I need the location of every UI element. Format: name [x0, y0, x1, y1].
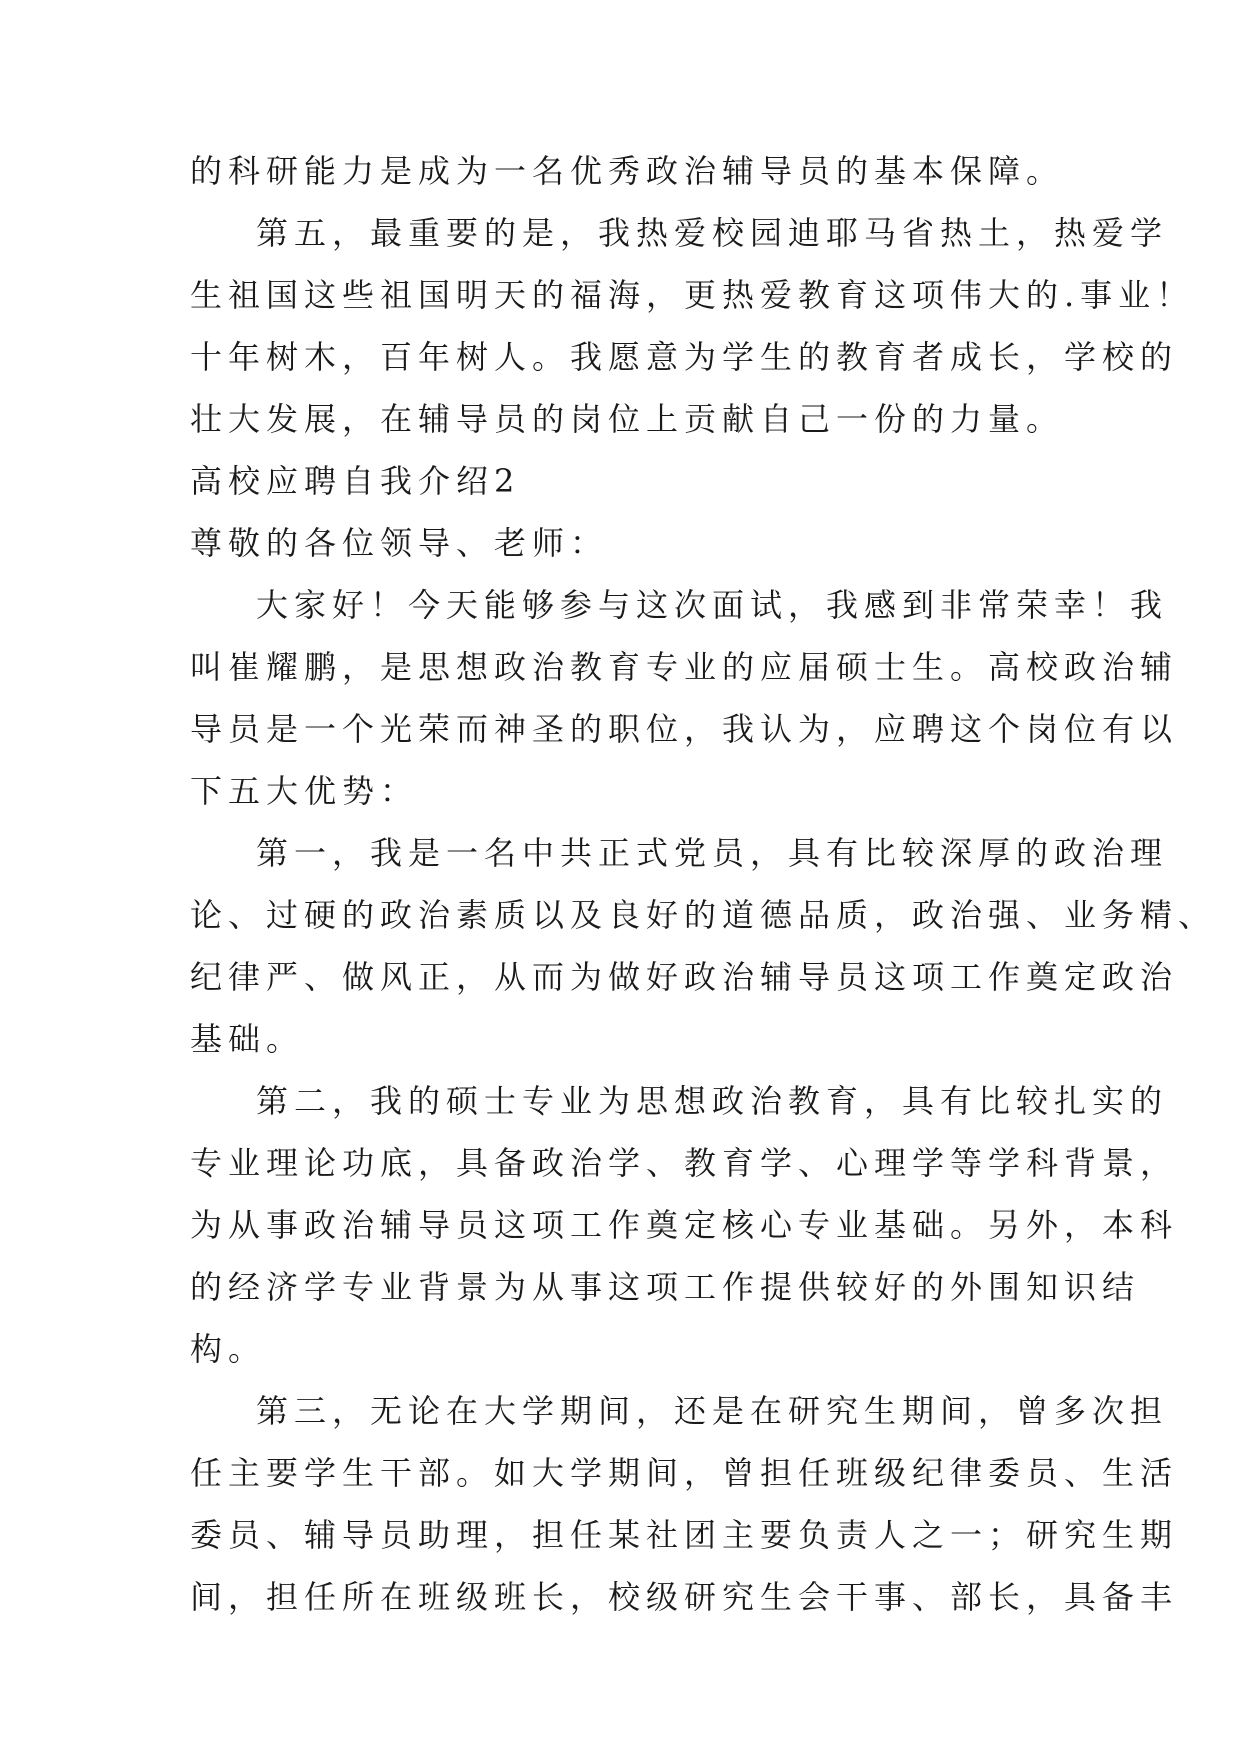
- text-line: 大家好！今天能够参与这次面试，我感到非常荣幸！我: [256, 586, 1169, 624]
- text-line: 纪律严、做风正，从而为做好政治辅导员这项工作奠定政治: [190, 958, 1179, 996]
- text-line: 生祖国这些祖国明天的福海，更热爱教育这项伟大的.事业！: [190, 276, 1195, 314]
- section-heading: 高校应聘自我介绍2: [190, 462, 521, 500]
- salutation: 尊敬的各位领导、老师：: [190, 524, 609, 562]
- text-line: 叫崔耀鹏，是思想政治教育专业的应届硕士生。高校政治辅: [190, 648, 1179, 686]
- text-line: 第二，我的硕士专业为思想政治教育，具有比较扎实的: [256, 1082, 1169, 1120]
- text-line: 的经济学专业背景为从事这项工作提供较好的外围知识结: [190, 1268, 1141, 1306]
- text-line: 第五，最重要的是，我热爱校园迪耶马省热土，热爱学: [256, 214, 1169, 252]
- document-body: [190, 140, 1217, 1628]
- text-line: 为从事政治辅导员这项工作奠定核心专业基础。另外，本科: [190, 1206, 1179, 1244]
- text-line: 导员是一个光荣而神圣的职位，我认为，应聘这个岗位有以: [190, 710, 1179, 748]
- text-line: 下五大优势：: [190, 772, 419, 810]
- text-line: 十年树木，百年树人。我愿意为学生的教育者成长，学校的: [190, 338, 1179, 376]
- text-line: 第三，无论在大学期间，还是在研究生期间，曾多次担: [256, 1392, 1169, 1430]
- text-line: 任主要学生干部。如大学期间，曾担任班级纪律委员、生活: [190, 1454, 1179, 1492]
- text-line: 构。: [190, 1330, 267, 1368]
- text-line: 间，担任所在班级班长，校级研究生会干事、部长，具备丰: [190, 1578, 1179, 1616]
- text-line: 第一，我是一名中共正式党员，具有比较深厚的政治理: [256, 834, 1169, 872]
- text-line: 基础。: [190, 1020, 305, 1058]
- text-line: 的科研能力是成为一名优秀政治辅导员的基本保障。: [190, 152, 1065, 190]
- text-line: 专业理论功底，具备政治学、教育学、心理学等学科背景，: [190, 1144, 1179, 1182]
- text-line: 壮大发展，在辅导员的岗位上贡献自己一份的力量。: [190, 400, 1065, 438]
- text-line: 委员、辅导员助理，担任某社团主要负责人之一；研究生期: [190, 1516, 1179, 1554]
- text-line: 论、过硬的政治素质以及良好的道德品质，政治强、业务精、: [190, 896, 1217, 934]
